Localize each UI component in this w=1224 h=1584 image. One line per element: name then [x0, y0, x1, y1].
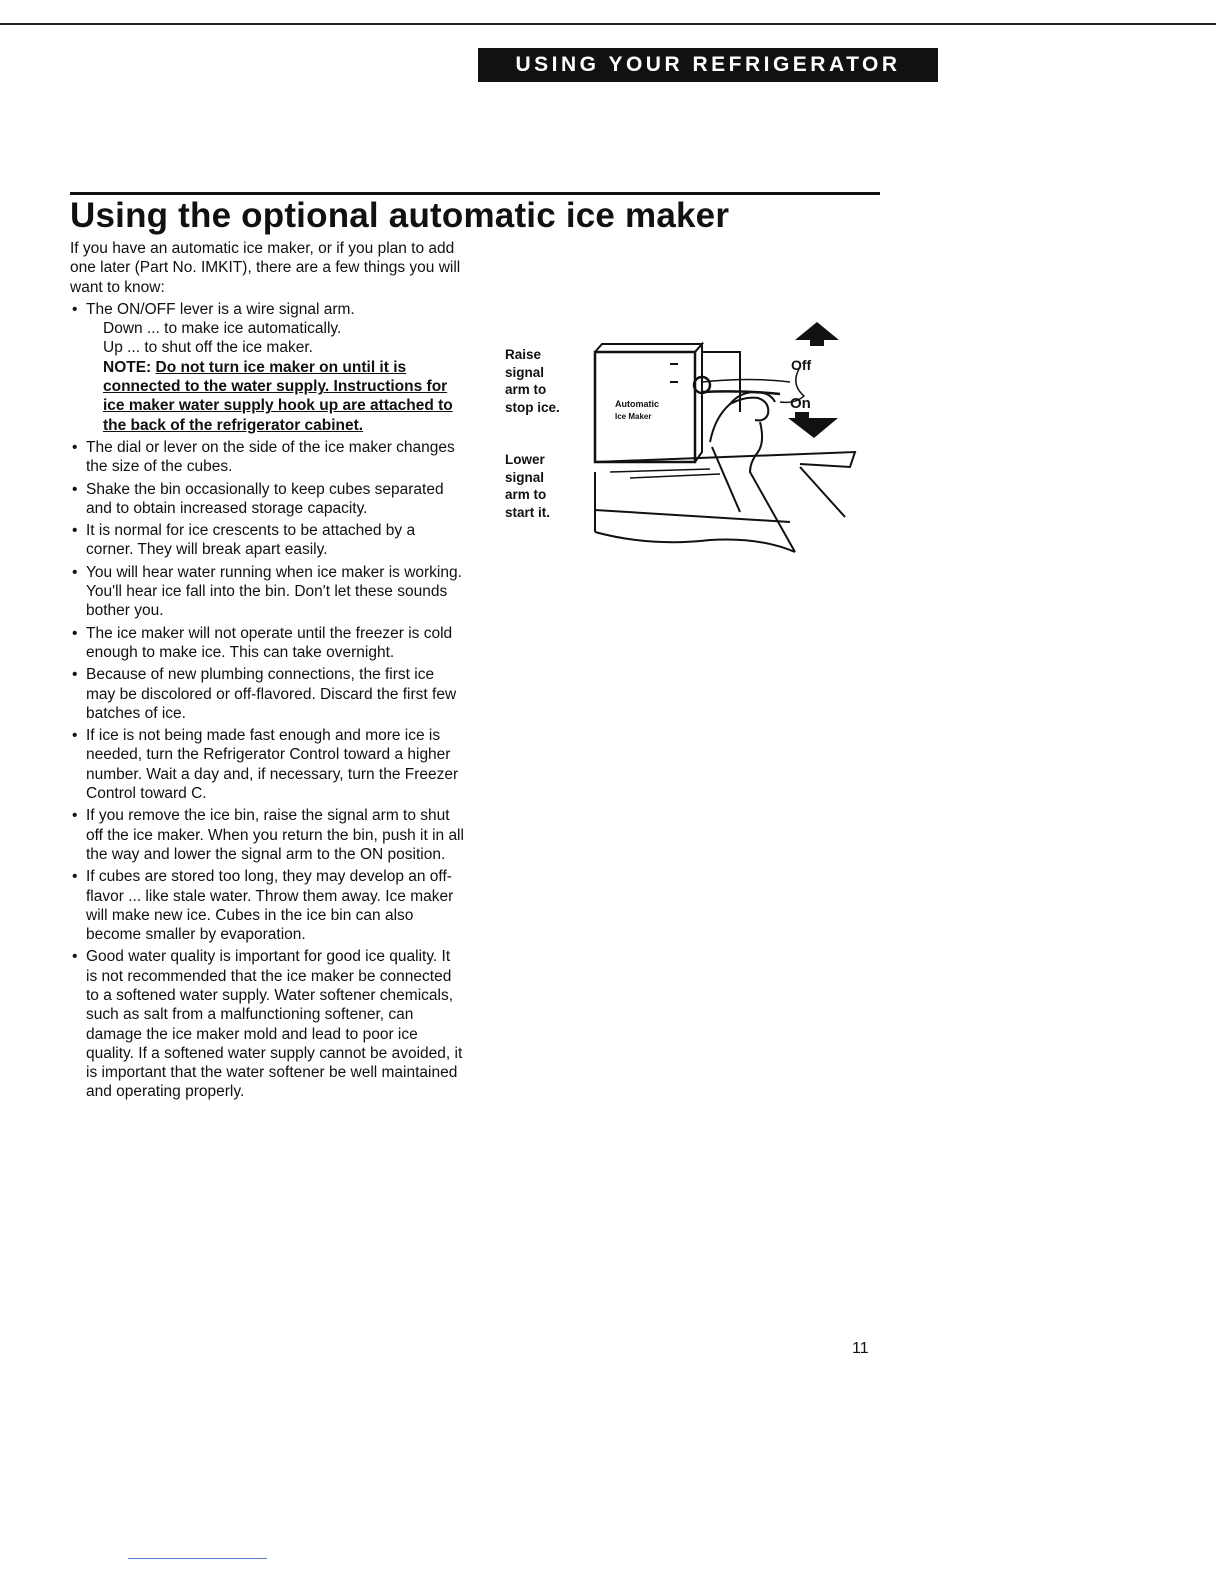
lower-arm-label: Lower signal arm to start it.: [505, 452, 551, 520]
section-banner: USING YOUR REFRIGERATOR: [478, 48, 938, 82]
page-title: Using the optional automatic ice maker: [70, 196, 730, 235]
bullet-item: • Because of new plumbing connections, the first ice may be discolored or off-flavored. Discard the first few batches of ice.: [70, 665, 465, 723]
page-number: 11: [852, 1340, 869, 1357]
box-label-line1: Automatic: [615, 399, 660, 409]
bullet-item: • If ice is not being made fast enough and more ice is needed, turn the Refrigerator Control toward a higher number. Wait a day and, if necessary, turn the Freezer Control toward C.: [70, 726, 465, 803]
off-label: Off: [791, 357, 812, 373]
body-text: [70, 239, 465, 1102]
top-rule: [0, 23, 1216, 25]
lever-up-line: Up ... to shut off the ice maker.: [103, 339, 313, 357]
bullet-item-lever: [70, 300, 465, 435]
bottom-rule: [128, 1558, 267, 1559]
note-label: NOTE:: [103, 358, 152, 376]
lever-down-line: Down ... to make ice automatically.: [103, 320, 342, 338]
bullet-item: • It is normal for ice crescents to be attached by a corner. They will break apart easily.: [70, 521, 465, 560]
lever-note: [86, 358, 465, 435]
bullet-item: • If you remove the ice bin, raise the signal arm to shut off the ice maker. When you return the bin, push it in all the way and lower the signal arm to the ON position.: [70, 806, 465, 864]
bullet-list: [70, 300, 465, 1102]
bullet-item: • You will hear water running when ice maker is working. You'll hear ice fall into the bin. Don't let these sounds bother you.: [70, 563, 465, 621]
intro-paragraph: If you have an automatic ice maker, or if you plan to add one later (Part No. IMKIT), there are a few things you will want to know:: [70, 240, 461, 296]
bullet-item: • Good water quality is important for good ice quality. It is not recommended that the ice maker be connected to a softened water supply. Water softener chemicals, such as salt from a malfunctioning softener, can damage the ice maker mold and lead to poor ice quality. If a softened water supply cannot be avoided, it is important that the water softener be well maintained and operating properly.: [70, 947, 465, 1101]
bullet-item: • The dial or lever on the side of the ice maker changes the size of the cubes.: [70, 438, 465, 477]
ice-maker-illustration: [590, 322, 870, 567]
lever-text: • The ON/OFF lever is a wire signal arm.: [86, 300, 355, 318]
raise-arm-label: Raise signal arm to stop ice.: [505, 347, 560, 415]
on-label: On: [790, 395, 811, 412]
title-rule: [70, 192, 880, 195]
bullet-item: • If cubes are stored too long, they may develop an off-flavor ... like stale water. Throw them away. Ice maker will make new ice. Cubes in the ice bin can also become smaller by evaporation.: [70, 867, 465, 944]
bullet-item: • Shake the bin occasionally to keep cubes separated and to obtain increased storage capacity.: [70, 480, 465, 519]
bullet-item: • The ice maker will not operate until the freezer is cold enough to make ice. This can take overnight.: [70, 624, 465, 663]
box-label-line2: Ice Maker: [615, 412, 652, 421]
note-text: Do not turn ice maker on until it is connected to the water supply. Instructions for ice maker water supply hook up are attached to the back of the refrigerator cabinet.: [103, 358, 453, 434]
